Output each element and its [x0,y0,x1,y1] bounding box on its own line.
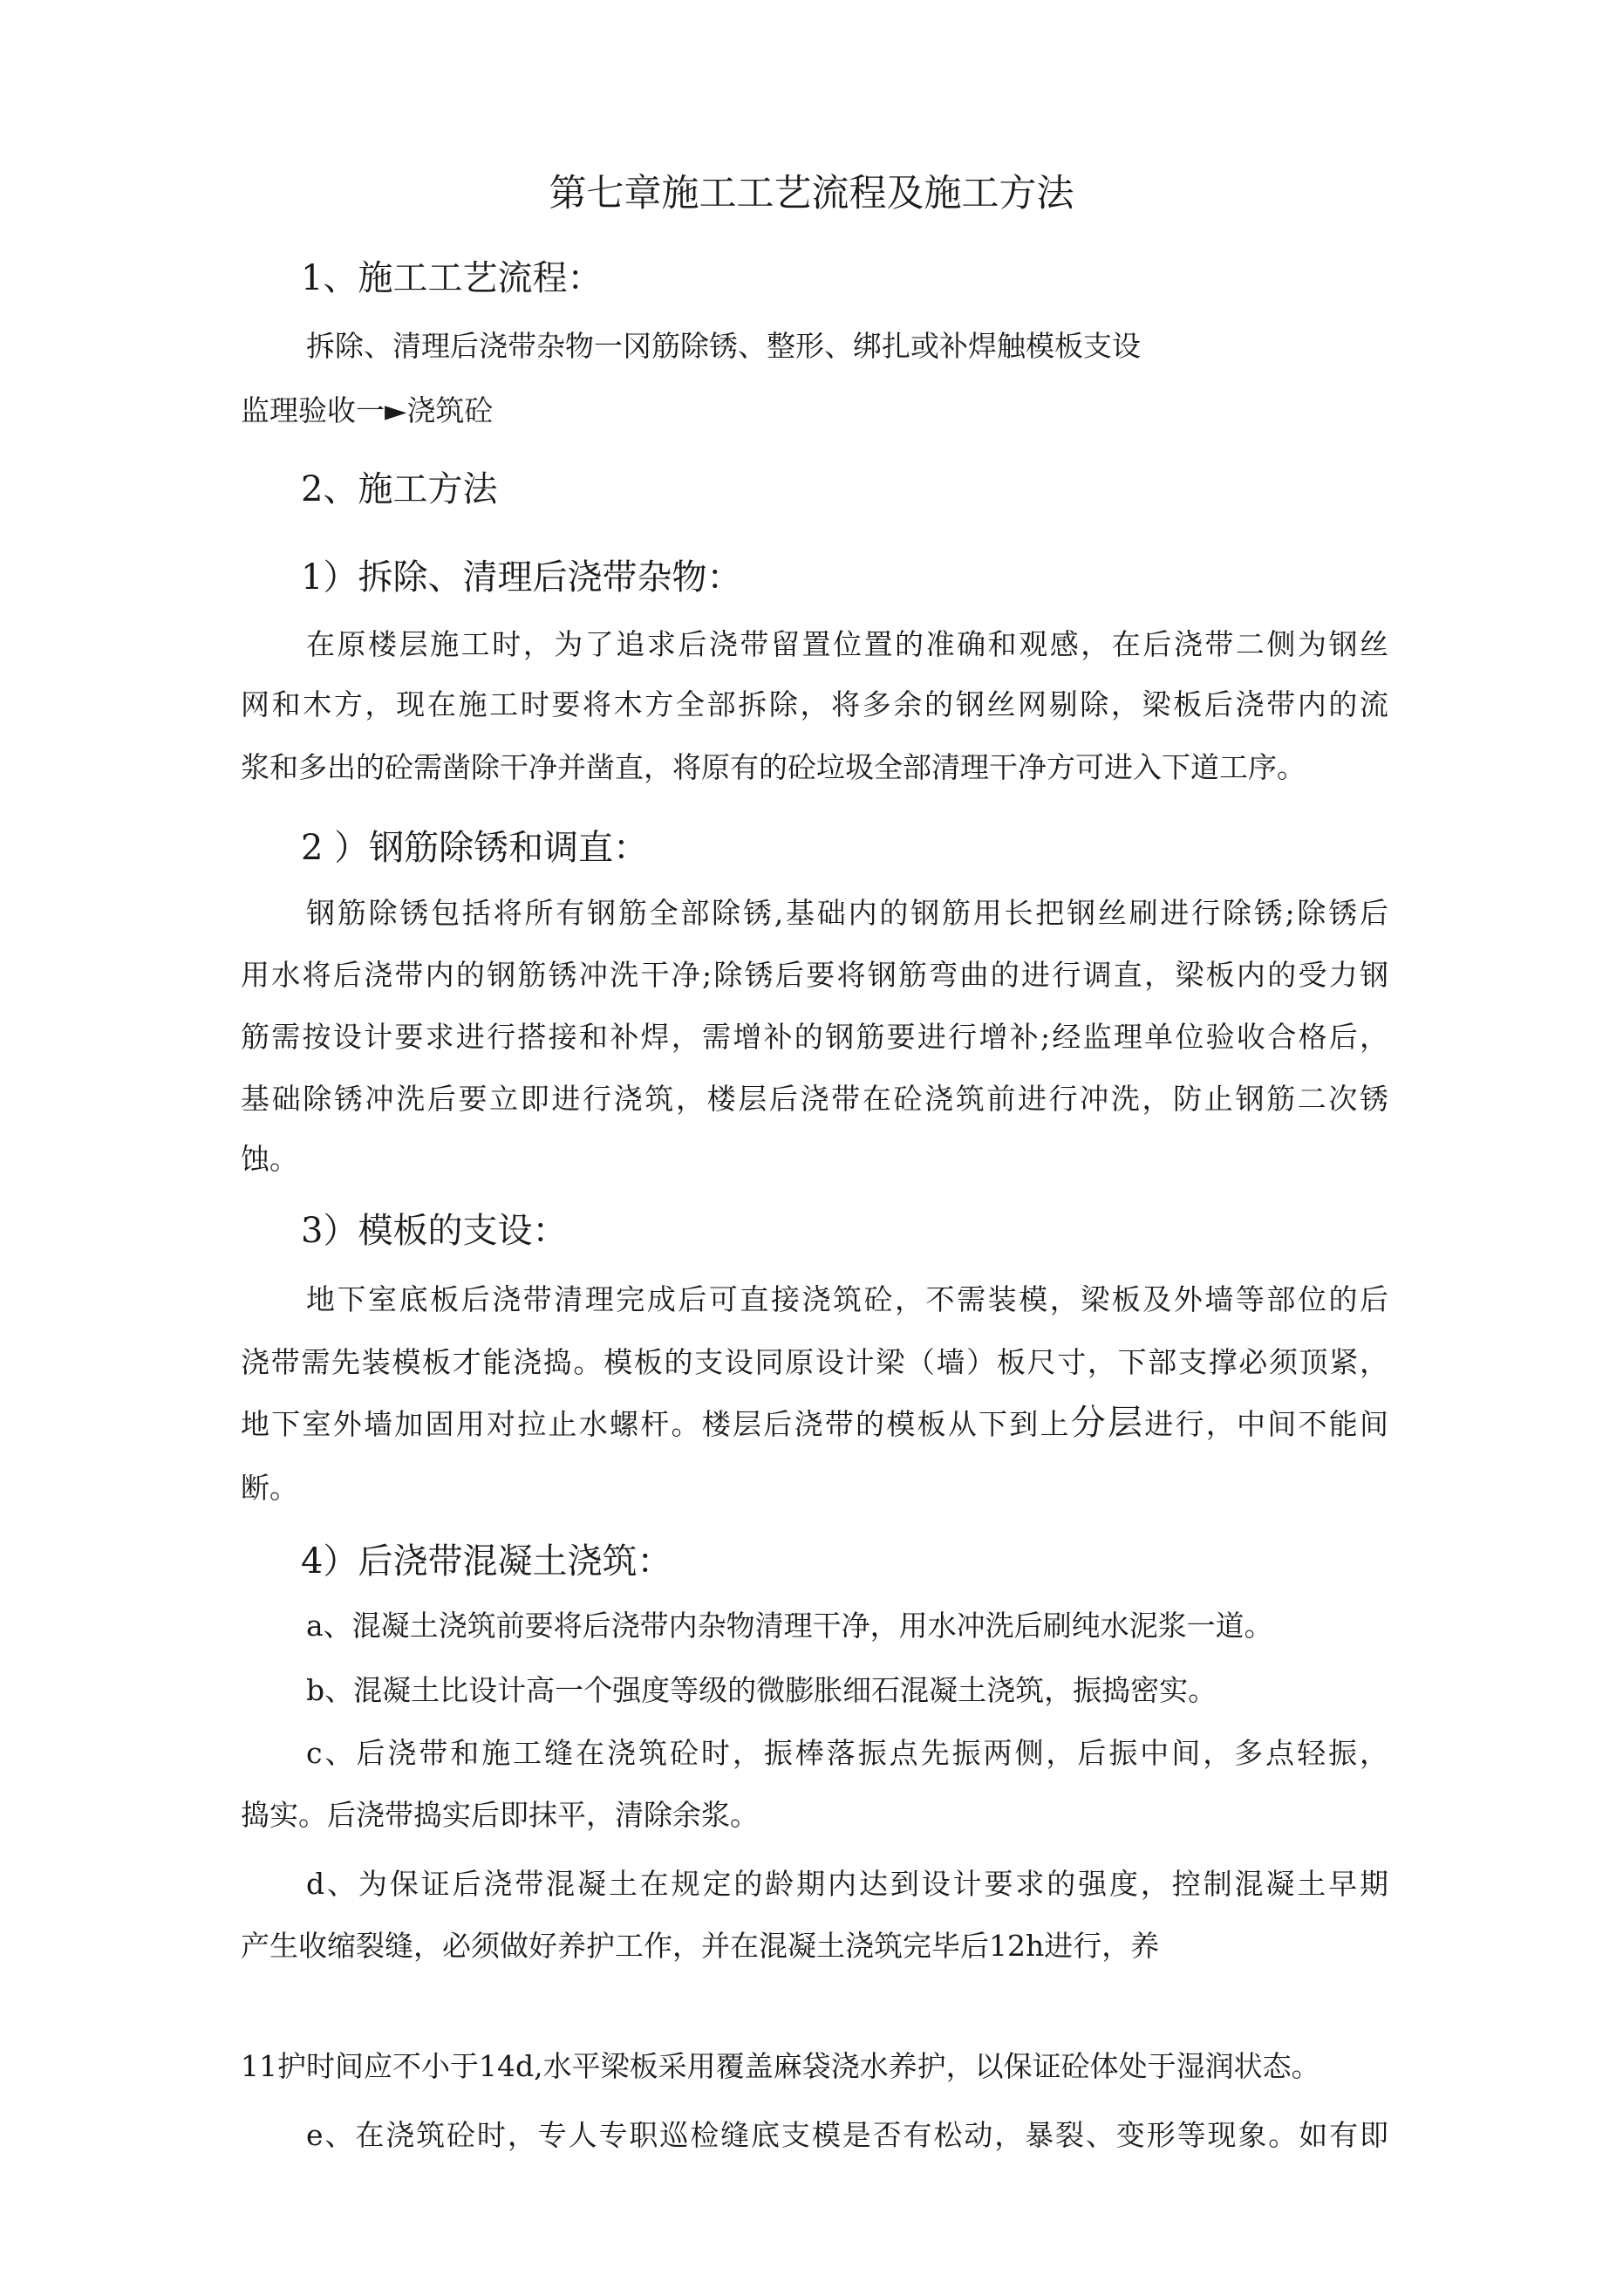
section-heading-methods: 2、施工方法 [301,469,498,509]
list-item-c: c、后浇带和施工缝在浇筑砼时，振棒落振点先振两侧，后振中间，多点轻振， [306,1736,1388,1770]
paragraph-line [241,1404,1388,1444]
subsection-heading-concrete: 4）后浇带混凝土浇筑： [301,1541,672,1582]
paragraph-line: 监理验收一►浇筑砼 [241,393,494,427]
chapter-title: 第七章施工工艺流程及施工方法 [549,172,1074,215]
subsection-heading-rebar: 2 ）钢筋除锈和调直： [301,828,649,868]
text-span: 地下室外墙加固用对拉止水螺杆。楼层后浇带的模板从下到上 [241,1407,1071,1441]
paragraph-line: 用水将后浇带内的钢筋锈冲洗干净;除锈后要将钢筋弯曲的进行调直，梁板内的受力钢 [241,958,1388,992]
paragraph-line: 地下室底板后浇带清理完成后可直接浇筑砼，不需装模，梁板及外墙等部位的后 [306,1282,1388,1316]
text-span-emphasis: 分层 [1070,1403,1145,1443]
paragraph-line: 拆除、清理后浇带杂物一冈筋除锈、整形、绑扎或补焊触模板支设 [306,329,1141,363]
paragraph-line: 产生收缩裂缝，必须做好养护工作，并在混凝土浇筑完毕后12h进行，养 [241,1929,1160,1963]
paragraph-line: 11护时间应不小于14d,水平梁板采用覆盖麻袋浇水养护，以保证砼体处于湿润状态。 [241,2049,1320,2083]
paragraph-line: 在原楼层施工时，为了追求后浇带留置位置的准确和观感，在后浇带二侧为钢丝 [306,627,1388,661]
section-heading-process: 1、施工工艺流程： [301,258,603,298]
paragraph-line: 浆和多出的砼需凿除干净并凿直，将原有的砼垃圾全部清理干净方可进入下道工序。 [241,750,1306,784]
paragraph-line: 钢筋除锈包括将所有钢筋全部除锈,基础内的钢筋用长把钢丝刷进行除锈;除锈后 [306,896,1388,930]
paragraph-line: 筋需按设计要求进行搭接和补焊，需增补的钢筋要进行增补;经监理单位验收合格后， [241,1020,1388,1054]
paragraph-line: 网和木方，现在施工时要将木方全部拆除，将多余的钢丝网剔除，梁板后浇带内的流 [241,687,1388,721]
paragraph-line: 蚀。 [241,1142,298,1176]
list-item-a: a、混凝土浇筑前要将后浇带内杂物清理干净，用水冲洗后刷纯水泥浆一道。 [306,1609,1273,1643]
paragraph-line: 断。 [241,1471,298,1505]
paragraph-line: 捣实。后浇带捣实后即抹平，清除余浆。 [241,1798,759,1832]
paragraph-line: 基础除锈冲洗后要立即进行浇筑，楼层后浇带在砼浇筑前进行冲洗，防止钢筋二次锈 [241,1082,1388,1116]
list-item-b: b、混凝土比设计高一个强度等级的微膨胀细石混凝土浇筑，振捣密实。 [306,1673,1217,1707]
list-item-d: d、为保证后浇带混凝土在规定的龄期内达到设计要求的强度，控制混凝土早期 [306,1867,1388,1901]
paragraph-line: 浇带需先装模板才能浇捣。模板的支设同原设计梁（墙）板尺寸，下部支撑必须顶紧， [241,1345,1388,1379]
subsection-heading-demolition: 1）拆除、清理后浇带杂物： [301,557,742,598]
list-item-e: e、在浇筑砼时，专人专职巡检缝底支模是否有松动，暴裂、变形等现象。如有即 [306,2118,1388,2152]
subsection-heading-formwork: 3）模板的支设： [301,1211,568,1251]
text-span: 进行，中间不能间 [1144,1407,1388,1441]
